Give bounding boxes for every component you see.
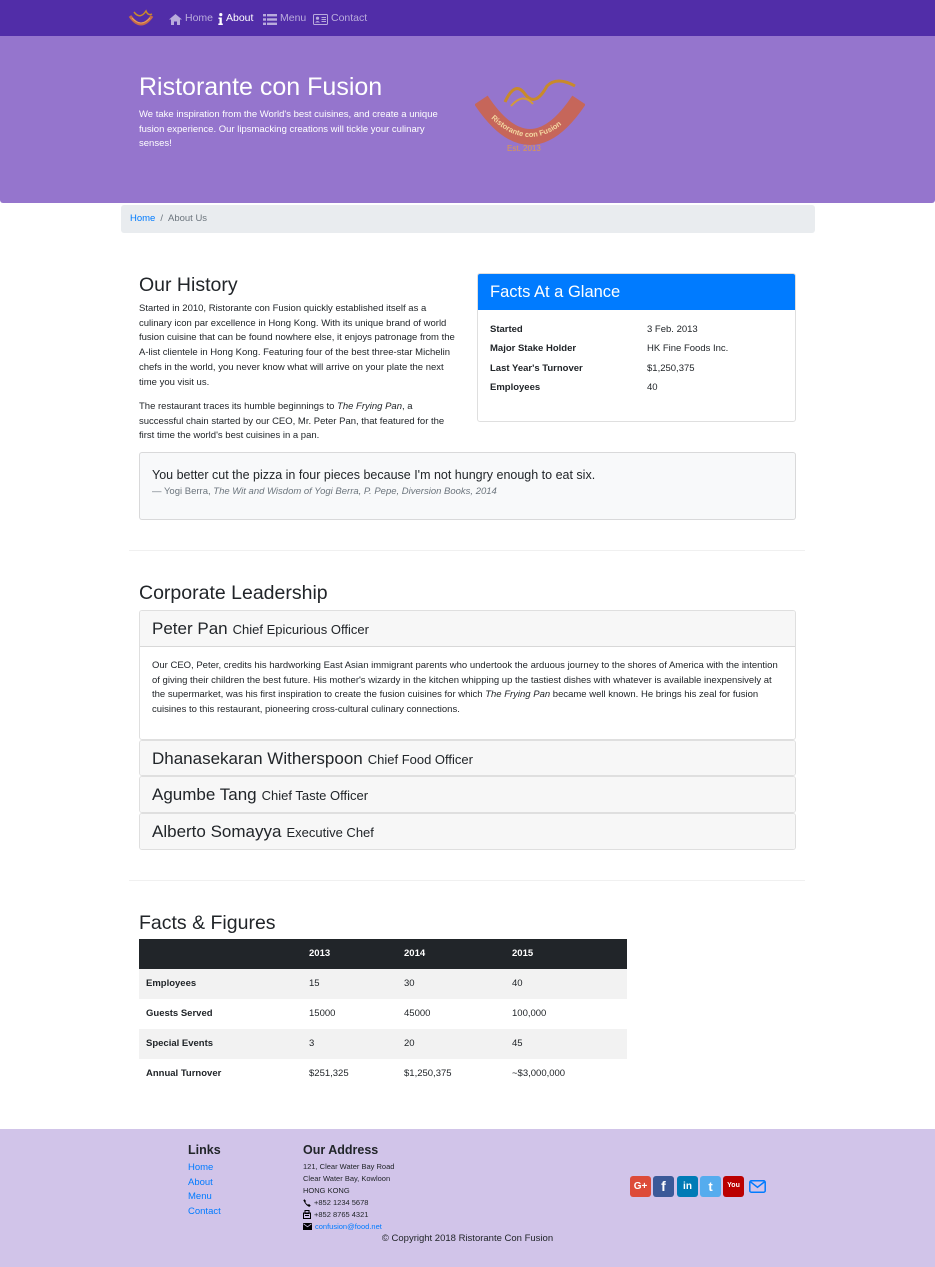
youtube-icon[interactable]: You [723,1176,744,1197]
table-header [139,939,302,969]
nav-menu[interactable] [263,10,306,28]
address-line: 121, Clear Water Bay Road [303,1162,395,1171]
history-p2-text-end: , a successful chain started by our CEO, Mr. Peter Pan, that featured for the first time the world's best cuisines in a pan. [139,401,445,442]
quote-prefix: — Yogi Berra, [152,486,214,497]
figures-title: Facts & Figures [139,912,276,934]
leadership-title: Corporate Leadership [139,582,328,604]
table-cell: ~$3,000,000 [512,1067,566,1079]
table-cell: 3 [302,1029,397,1059]
leader-role: Chief Taste Officer [261,788,369,804]
leader-name: Alberto Somayya [152,822,282,842]
footer-address-title: Our Address [303,1143,379,1157]
info-icon [218,13,223,25]
footer-link-contact[interactable]: Contact [188,1206,221,1217]
leader-header[interactable] [140,611,795,647]
facts-value: 3 Feb. 2013 [647,324,698,335]
figures-table [139,939,627,1089]
table-row [139,969,627,999]
nav-menu-label: Menu [280,12,307,25]
phone-line [303,1197,368,1208]
jumbotron-title: Ristorante con Fusion [139,73,383,101]
facebook-icon[interactable]: f [653,1176,674,1197]
nav-about-label: About [226,12,254,25]
facts-card [477,273,796,422]
history-paragraph-2 [139,400,459,444]
history-paragraph-1: Started in 2010, Ristorante con Fusion quickly established itself as a culinary icon par excellence in Hong Kong. With its unique brand of world fusion cuisine that can be found nowhere else, it enjoys patronage from the A-list clientele in Hong Kong. Featuring four of the best three-star Michelin chefs in the world, you never know what will arrive on your plate the next time you visit us. [139,303,455,388]
address-line: HONG KONG [303,1186,350,1195]
history-title: Our History [139,274,238,296]
footer [0,1129,935,1267]
table-cell: 45 [505,1029,627,1059]
table-row-label: Guests Served [146,1007,213,1019]
home-icon [169,14,182,25]
breadcrumb-home[interactable]: Home [130,212,156,224]
leader-name: Agumbe Tang [152,785,257,805]
brand-logo[interactable] [128,8,154,30]
table-header-row [139,939,627,969]
mail-icon[interactable] [749,1180,766,1193]
nav-contact[interactable] [313,10,367,28]
facts-value: HK Fine Foods Inc. [647,343,729,354]
breadcrumb-separator: / [160,212,163,224]
leader-role: Executive Chef [286,825,374,841]
section-divider [129,550,805,551]
facts-row [490,362,785,378]
table-cell: 100,000 [512,1007,547,1019]
logo-text: Ristorante con Fusion [489,113,563,140]
nav-home[interactable] [169,10,213,28]
leader-role: Chief Epicurious Officer [232,621,369,637]
restaurant-logo [475,76,585,156]
history-p2-text: The restaurant traces its humble beginnings to [139,401,338,412]
leader-accordion-item [139,776,796,813]
phone-number: +852 1234 5678 [314,1198,369,1207]
footer-link-about[interactable]: About [188,1177,213,1188]
table-row [139,1059,627,1089]
leader-bio-text: Our CEO, Peter, credits his hardworking East Asian immigrant parents who undertook the arduous journey to the shores of America with the intention of giving their children the best future. His mother's wizardy in the kitchen whipping up the tastiest dishes with whatever is available inexpensively at the supermarket, was his first inspiration to create the fusion cuisines for which [152,660,778,701]
logo-est: Est. 2013 [507,144,541,153]
history-p2-italic: The Frying Pan [337,401,402,412]
table-header: 2015 [505,939,627,969]
address-card-icon [313,14,328,25]
table-header: 2013 [302,939,397,969]
footer-links-title: Links [188,1143,221,1157]
quote-text: You better cut the pizza in four pieces because I'm not hungry enough to eat six. [152,468,596,482]
facts-row [490,342,785,358]
breadcrumb [121,205,815,233]
copyright: © Copyright 2018 Ristorante Con Fusion [381,1233,554,1244]
facts-row [490,381,785,397]
nav-about[interactable] [218,10,253,28]
facts-label: Employees [490,382,541,393]
envelope-icon [303,1223,312,1230]
facts-value: 40 [647,382,658,393]
facts-label: Major Stake Holder [490,343,577,354]
jumbotron [0,36,935,203]
linkedin-icon[interactable]: in [677,1176,698,1197]
table-row-label: Annual Turnover [146,1067,222,1079]
jumbotron-text: We take inspiration from the World's best cuisines, and create a unique fusion experience. Our lipsmacking creations will tickle your culinary senses! [139,109,438,150]
email-line [303,1221,382,1232]
leader-header[interactable] [140,777,795,813]
leader-bio-text-end: became well known. He brings his zeal for fusion cuisines to this restaurant, pioneering cross-cultural culinary connections. [152,689,759,716]
table-header: 2014 [397,939,505,969]
leader-name: Peter Pan [152,618,228,638]
facts-label: Started [490,324,523,335]
leader-accordion-item [139,813,796,850]
fax-icon [303,1210,311,1219]
fax-number: +852 8765 4321 [314,1210,369,1219]
nav-contact-label: Contact [331,12,368,25]
facts-card-header: Facts At a Glance [478,274,795,310]
leader-name: Dhanasekaran Witherspoon [152,749,363,769]
phone-icon [303,1199,311,1207]
table-row-label: Employees [139,969,302,999]
leader-accordion-item [139,610,796,740]
table-row [139,999,627,1029]
leader-accordion-item [139,740,796,776]
leader-header[interactable] [140,741,795,776]
address-line: Clear Water Bay, Kowloon [303,1174,391,1183]
table-row [139,1029,627,1059]
table-cell: $1,250,375 [404,1067,452,1079]
google-plus-icon[interactable]: G+ [630,1176,651,1197]
nav-home-label: Home [185,12,214,25]
quote-footer [152,485,497,499]
table-cell: 45000 [404,1007,431,1019]
navbar [0,0,935,36]
facts-value: $1,250,375 [647,363,695,374]
quote-source: The Wit and Wisdom of Yogi Berra, P. Pepe, Diversion Books, 2014 [213,486,497,497]
breadcrumb-current: About Us [167,212,208,224]
facts-row [490,323,785,339]
table-row-label: Special Events [139,1029,302,1059]
leader-bio [140,647,795,718]
email-link[interactable]: confusion@food.net [315,1222,382,1231]
quote-card [139,452,796,520]
table-cell: 30 [397,969,505,999]
leader-role: Chief Food Officer [367,752,473,768]
section-divider [129,880,805,881]
leader-bio-italic: The Frying Pan [485,689,551,701]
table-cell: 20 [397,1029,505,1059]
list-icon [263,14,277,25]
table-cell: $251,325 [309,1067,349,1079]
footer-link-home[interactable]: Home [188,1162,214,1173]
fax-line [303,1209,368,1220]
table-cell: 15000 [309,1007,336,1019]
facts-label: Last Year's Turnover [490,363,583,374]
twitter-icon[interactable]: t [700,1176,721,1197]
table-cell: 15 [302,969,397,999]
table-cell: 40 [505,969,627,999]
leader-header[interactable] [140,814,795,850]
footer-link-menu[interactable]: Menu [188,1191,212,1202]
